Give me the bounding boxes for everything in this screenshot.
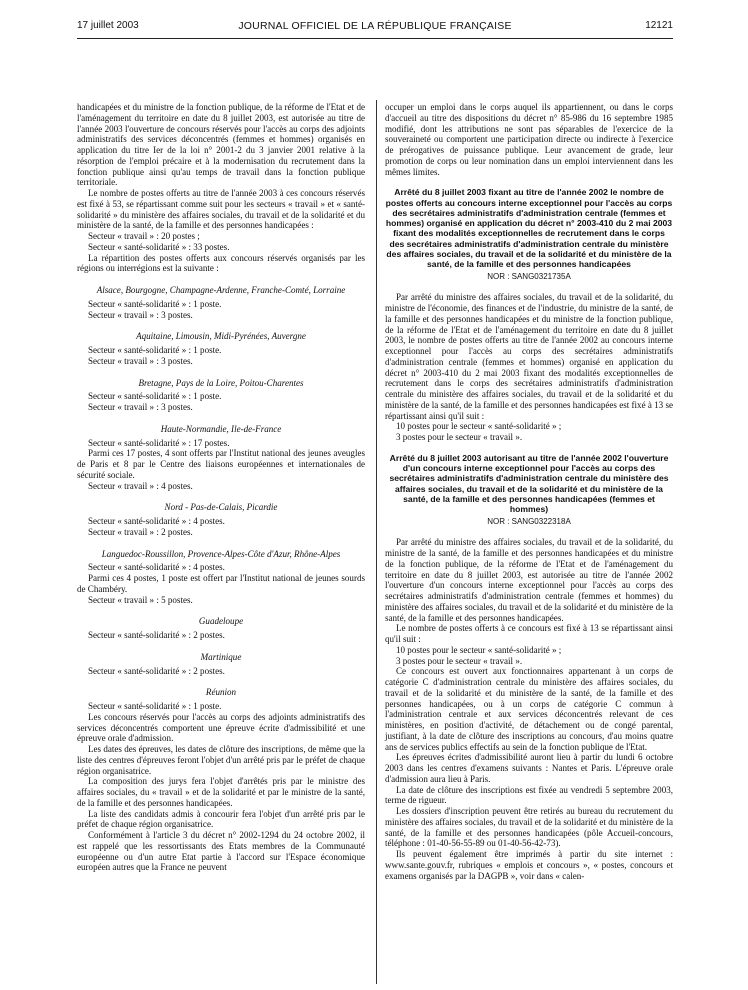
list-item: 10 postes pour le secteur « santé-solidarité » ;: [396, 644, 562, 655]
list-item: 10 postes pour le secteur « santé-solidarité » ;: [396, 421, 562, 432]
list-item: 3 postes pour le secteur « travail ».: [396, 432, 523, 443]
paragraph: Les dates des épreuves, les dates de clôture des inscriptions, de même que la liste des centres d'épreuves feront l'objet d'un arrêté pris par le préfet de chaque région organisatrice.: [77, 744, 365, 776]
paragraph: Le nombre de postes offerts à ce concours est fixé à 13 se répartissant ainsi qu'il suit :: [385, 623, 673, 645]
paragraph: La liste des candidats admis à concourir fera l'objet d'un arrêté pris par le préfet de chaque région organisatrice.: [77, 808, 365, 830]
list-item: Secteur « travail » : 3 postes.: [88, 402, 193, 412]
paragraph: occuper un emploi dans le corps auquel ils appartiennent, ou dans le corps d'accueil au titre des dispositions du décret n° 85-986 du 16 septembre 1985 modifié, dont les attributions ne sont pas séparables de l'exercice de la souveraineté ou comportent une participation directe ou indirecte à l'exercice de prérogatives de puissance publique. Leur avancement de grade, leur promotion de corps ou leur nomination dans un emploi interviennent dans les mêmes limites.: [385, 102, 673, 177]
column-divider: [376, 100, 377, 984]
paragraph: Les épreuves écrites d'admissibilité auront lieu à partir du lundi 6 octobre 2003 dans les centres d'examens suivants : Nantes et Paris. L'épreuve orale d'admission aura lieu à Paris.: [385, 752, 673, 784]
paragraph: Parmi ces 17 postes, 4 sont offerts par l'Institut national des jeunes aveugles de Paris et 8 par le Centre des liaisons européennes et internationales de sécurité sociale.: [77, 448, 365, 480]
list-item: 3 postes pour le secteur « travail ».: [396, 655, 523, 666]
list-item: Secteur « travail » : 2 postes.: [88, 526, 193, 537]
region-heading: Guadeloupe: [198, 616, 244, 627]
paragraph: Conformément à l'article 3 du décret n° 2002-1294 du 24 octobre 2002, il est rappelé que les ressortissants des Etats membres de la Communauté européenne ou d'un autre Etat partie à l'accord sur l'Espace économique européen autres que la France ne peuvent: [77, 830, 365, 873]
nor-reference: NOR : SANG0321735A: [487, 271, 571, 281]
paragraph: Le nombre de postes offerts au titre de l'année 2003 à ces concours réservés est fixé à 53, se répartissant comme suit pour les secteurs « travail » et « santé-solidarité » du ministère des affaires sociales, du travail et de la solidarité et du ministère de la santé, de la famille et des personnes handicapées :: [77, 188, 365, 231]
paragraph: handicapées et du ministre de la fonction publique, de la réforme de l'Etat et de l'aménagement du territoire en date du 8 juillet 2003, est autorisée au titre de l'année 2003 l'ouverture de concours réservés pour l'accès au corps des adjoints administratifs des services déconcentrés (femmes et hommes) organisés en application du titre Ier de la loi n° 2001-2 du 3 janvier 2001 relative à la résorption de l'emploi précaire et à la modernisation du recrutement dans la fonction publique ainsi qu'au temps de travail dans la fonction publique territoriale.: [77, 102, 365, 188]
issue-date: 17 juillet 2003: [77, 20, 139, 31]
region-heading: Aquitaine, Limousin, Midi-Pyrénées, Auvergne: [136, 331, 306, 342]
journal-title: JOURNAL OFFICIEL DE LA RÉPUBLIQUE FRANÇAISE: [238, 20, 512, 32]
paragraph: Parmi ces 4 postes, 1 poste est offert par l'Institut national de jeunes sourds de Chambéry.: [77, 573, 365, 594]
list-item: Secteur « travail » : 20 postes ;: [88, 231, 200, 241]
decree-title: Arrêté du 8 juillet 2003 autorisant au titre de l'année 2002 l'ouverture d'un concours interne exceptionnel pour l'accès au corps des secrétaires administratifs d'administration centrale du ministère des affaires sociales, du travail et de la solidarité et du ministère de la santé, de la famille et des personnes handicapées (femmes et hommes): [389, 452, 669, 515]
paragraph: Par arrêté du ministre des affaires sociales, du travail et de la solidarité, du ministre de l'économie, des finances et de l'industrie, du ministre de la santé, de la famille et des personnes handicapées et du ministre de la fonction publique, de la réforme de l'Etat et de l'aménagement du territoire en date du 8 juillet 2003, le nombre de postes offerts au titre de l'année 2002 au concours interne exceptionnel pour l'accès au corps des secrétaires administratifs d'administration centrale (femmes et hommes) organisé en application du décret n° 2003-410 du 2 mai 2003 fixant des modalités exceptionnelles de recrutement dans le corps des secrétaires administratifs d'administration centrale du ministère des affaires sociales, du travail et de la solidarité et du ministère de la santé, de la famille et des personnes handicapées est fixé à 13 se répartissant ainsi qu'il suit :: [385, 292, 673, 421]
region-heading: Alsace, Bourgogne, Champagne-Ardenne, Franche-Comté, Lorraine: [96, 285, 346, 295]
region-heading: Languedoc-Roussillon, Provence-Alpes-Côte d'Azur, Rhône-Alpes: [101, 548, 341, 559]
list-item: Secteur « travail » : 4 postes.: [88, 480, 193, 491]
nor-reference: NOR : SANG0322318A: [487, 516, 571, 526]
list-item: Secteur « santé-solidarité » : 17 postes.: [88, 437, 230, 448]
decree-title: Arrêté du 8 juillet 2003 fixant au titre de l'année 2002 le nombre de postes offerts au concours interne exceptionnel pour l'accès au corps des secrétaires administratifs d'administration centrale (femmes et hommes) organisé en application du décret n° 2003-410 du 2 mai 2003 fixant des modalités exceptionnelles de recrutement dans le corps des secrétaires administratifs d'administration centrale du ministère des affaires sociales, du travail et de la solidarité et du ministère de la santé, de la famille et des personnes handicapées: [385, 187, 673, 270]
list-item: Secteur « santé-solidarité » : 2 postes.: [88, 665, 225, 676]
region-heading: Bretagne, Pays de la Loire, Poitou-Charentes: [138, 377, 304, 388]
list-item: Secteur « santé-solidarité » : 2 postes.: [88, 630, 225, 640]
paragraph: Ils peuvent également être imprimés à partir du site internet : www.sante.gouv.fr, rubriques « emplois et concours », « postes, concours et examens organisés par la DAGPB », voir dans « calen-: [385, 849, 673, 881]
paragraph: Par arrêté du ministre des affaires sociales, du travail et de la solidarité, du ministre de la santé, de la famille et des personnes handicapées et du ministre de la fonction publique, de la réforme de l'Etat et de l'aménagement du territoire en date du 8 juillet 2003, est autorisée au titre de l'année 2002 l'ouverture d'un concours interne exceptionnel pour l'accès au corps des secrétaires administratifs d'administration centrale (femmes et hommes) du ministère des affaires sociales, du travail et de la solidarité et du ministère de la santé, de la famille et des personnes handicapées.: [385, 537, 673, 623]
paragraph: La date de clôture des inscriptions est fixée au vendredi 5 septembre 2003, terme de rigueur.: [385, 784, 673, 806]
list-item: Secteur « santé-solidarité » : 4 postes.: [88, 516, 225, 526]
list-item: Secteur « travail » : 3 postes.: [88, 355, 193, 366]
list-item: Secteur « travail » : 5 postes.: [88, 594, 193, 605]
list-item: Secteur « santé-solidarité » : 1 poste.: [88, 298, 222, 309]
page-number: 12121: [645, 20, 673, 31]
paragraph: La répartition des postes offerts aux concours réservés organisés par les régions ou interrégions est la suivante :: [77, 252, 365, 274]
header-rule: [77, 38, 673, 39]
region-heading: Haute-Normandie, Ile-de-France: [160, 423, 282, 434]
left-column: [77, 102, 365, 873]
list-item: Secteur « santé-solidarité » : 4 postes.: [88, 562, 225, 573]
paragraph: Les dossiers d'inscription peuvent être retirés au bureau du recrutement du ministère des affaires sociales, du travail et de la solidarité et du ministère de la santé, de la famille et des personnes handicapées (pôle Accueil-concours, téléphone : 01-40-56-55-89 ou 01-40-56-42-73).: [385, 806, 673, 849]
list-item: Secteur « santé-solidarité » : 33 postes.: [88, 241, 230, 252]
region-heading: Réunion: [205, 687, 237, 698]
region-heading: Martinique: [200, 651, 242, 662]
paragraph: Ce concours est ouvert aux fonctionnaires appartenant à un corps de catégorie C d'administration centrale du ministère des affaires sociales, du travail et de la solidarité et du ministère de la santé, de la famille et des personnes handicapées, ou à un corps de catégorie C commun à l'administration centrale et aux services déconcentrés relevant de ces ministères, en position d'activité, de détachement ou de congé parental, justifiant, à la date de clôture des inscriptions au concours, d'au moins quatre ans de services publics effectifs au sein de la fonction publique de l'Etat.: [385, 666, 673, 752]
list-item: Secteur « santé-solidarité » : 1 poste.: [88, 345, 222, 355]
list-item: Secteur « santé-solidarité » : 1 poste.: [88, 391, 222, 402]
paragraph: La composition des jurys fera l'objet d'arrêtés pris par le ministre des affaires sociales, du « travail » et de la solidarité et par le ministre de la santé, de la famille et des personnes handicapées.: [77, 776, 365, 808]
region-heading: Nord - Pas-de-Calais, Picardie: [164, 502, 278, 513]
paragraph: Les concours réservés pour l'accès au corps des adjoints administratifs des services déconcentrés comportent une épreuve écrite d'admissibilité et une épreuve orale d'admission.: [77, 711, 365, 744]
list-item: Secteur « travail » : 3 postes.: [88, 309, 193, 320]
right-column: [385, 102, 673, 881]
page-header: [77, 20, 673, 36]
list-item: Secteur « santé-solidarité » : 1 poste.: [88, 701, 222, 711]
